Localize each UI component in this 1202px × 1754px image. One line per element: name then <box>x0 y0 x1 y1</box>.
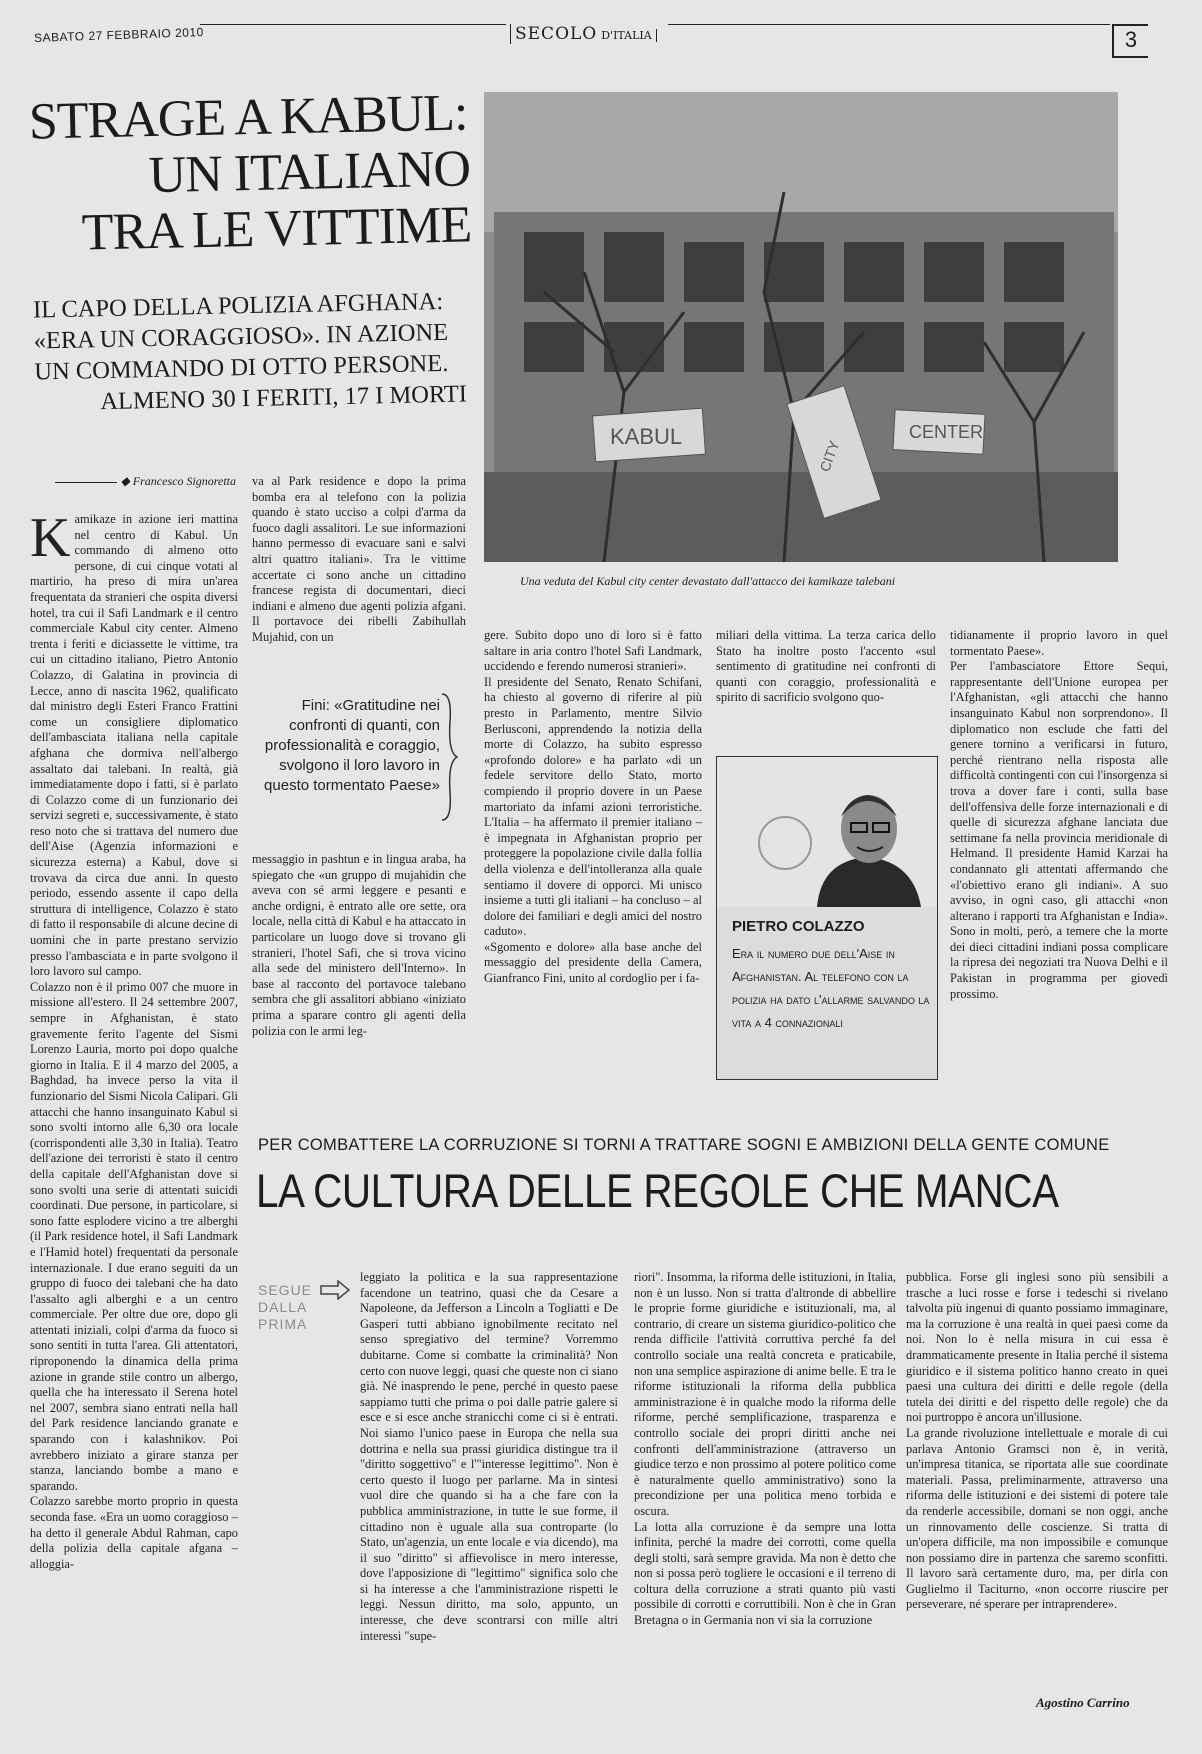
pietro-colazzo-portrait <box>717 757 937 907</box>
newspaper-title-small: D'ITALIA <box>601 29 656 42</box>
masthead-rule-left <box>200 24 506 25</box>
article2-column-2: riori". Insomma, la riforma delle istituzioni, in Italia, non è un lusso. Non si tratta d'altronde di abbellire le proprie forme giuridiche e istituzionali, ma, al contrario, di creare un sistema giuridico-politico che renda difficile l'attività corruttiva perché fa del controllo sociale una realtà concreta e praticabile, non una semplice aspirazione di anime belle. E tra le riforme istituzionali la riforma della pubblica amministrazione è in qualche modo la riforma delle riforme, perché semplificazione, trasparenza e controllo sociale dei propri diritti anche nei confronti dell'amministrazione (attraverso un giudice terzo e non prossimo al potere politico come è naturalmente quello amministrativo) sono la precondizione per una politica meno torbida e oscura. La lotta alla corruzione è da sempre una lotta infinita, perché la madre dei corrotti, come quella degli stolti, sarà sempre gravida. Ma non è detto che non si possa però togliere le occasioni e il terreno di coltura della corruzione a strati quanto più vasti possibile di corrotti e corruttibili. Non è che in Gran Bretagna o in Germania non vi sia la corruzione <box>634 1270 896 1628</box>
article2-column-3: pubblica. Forse gli inglesi sono più sensibili a trasche a luci rosse e forse i tedeschi si rivelano talvolta più ingenui di quanto possiamo immaginare, ma la corruzione è una realtà in quei paesi come da noi. Non lo è nella misura in cui essa è drammaticamente presente in Italia perché il sistema giuridico e il sistema politico hanno creato in quei paesi una cultura dei diritti e delle regole (della tutela dei diritti e del rispetto delle regole) che da noi purtroppo è ancora un'illusione. La grande rivoluzione intellettuale e morale di cui parlava Antonio Gramsci non è, in verità, un'impresa titanica, se riportata alle sue coordinate materiali. Passa, preliminarmente, attraverso una riforma delle istituzioni e dei sistemi di potere tale da renderle accessibile, domani se non oggi, anche un rinnovamento delle coscienze. Si tratta di un'opera difficile, ma non impossibile e comunque non possiamo dire in partenza che saremo sconfitti. Il lavoro sarà certamente duro, ma, per dirla con Guglielmo il Taciturno, «non occorre riuscire per perseverare, né sperare per intraprendere». <box>906 1270 1168 1612</box>
issue-date: SABATO 27 FEBBRAIO 2010 <box>33 25 204 45</box>
subhead-line-2: «ERA UN CORAGGIOSO». IN AZIONE <box>33 318 449 355</box>
photo-caption: Una veduta del Kabul city center devastato dall'attacco dei kamikaze talebani <box>520 574 896 588</box>
photo-sign-1: KABUL <box>610 424 683 449</box>
article1-column-3: gere. Subito dopo uno di loro si è fatto saltare in aria contro l'hotel Safi Landmark, uccidendo e ferendo numerosi stranieri». Il presidente del Senato, Renato Schifani, ha chiesto al governo di riferire al più presto in Parlamento, mentre Silvio Berlusconi, apprendendo la notizia della morte di Colazzo, ha subito espresso «profondo dolore» e ha parlato «di un fedele servitore dello Stato, morto compiendo il proprio dovere in un Paese martoriato da infami azioni terroristiche. L'Italia – ha affermato il premier italiano – è impegnata in Afghanistan proprio per proteggere la popolazione civile dalla follia della violenza e dell'intolleranza alla quale sentiamo il dovere di opporci. Mi unisco insieme a tutti gli italiani – ha concluso – al dolore dei familiari e degli amici del nostro caduto». «Sgomento e dolore» alla base anche del messaggio del presidente della Camera, Gianfranco Fini, unito al cordoglio per i fa- <box>484 628 702 986</box>
article1-column-4: miliari della vittima. La terza carica dello Stato ha inoltre posto l'accento «sul sentimento di gratitudine nei confronti di quanti con coraggio, professionalità e spirito di sacrificio svolgono quo- <box>716 628 936 705</box>
photo-sign-3: CENTER <box>909 422 984 442</box>
photo-sign-2: CITY <box>816 438 843 474</box>
drop-cap: K <box>30 512 71 569</box>
article1-column-1-text: amikaze in azione ieri mattina nel centro di Kabul. Un commando di almeno otto persone, di cui cinque votati al martirio, ha preso di mira un'area frequentata da stranieri che ospita diversi hotel, tra cui il Safi Landmark e il centro commerciale Kabul city center. Almeno trenta i feriti e diciassette le vittime, tra cui un cittadino italiano, Pietro Antonio Colazzo, di Galatina in provincia di Lecce, anno di nascita 1962, qualificato dal ministro degli Esteri Franco Frattini come un consigliere diplomatico dell'ambasciata italiana nella capitale afghana che dormiva nell'albergo assaltato dai talebani. In realtà, già immediatamente dopo i fatti, si è parlato di Colazzo come di un funzionario dei servizi segreti e, successivamente, è stato reso noto che si trattava del numero due dell'Aise (Agenzia informazioni e sicurezza esterna) a Kabul, dove si trovava da circa due anni. In questo periodo, essendo assente il capo della struttura di intelligence, Colazzo è stato di fatto il responsabile di alcune decine di uomini che in parte prestano servizio presso l'ambasciata e in parte svolgono il loro lavoro sul campo. Colazzo non è il primo 007 che muore in missione all'estero. Il 24 settembre 2007, sempre in Afghanistan, è stato gravemente ferito l'agente del Sismi Lorenzo Lauria, morto poi dopo qualche giorno in Italia. E il 4 marzo del 2005, a Baghdad, ha invece perso la vita il funzionario del Sismi Nicola Calipari. Gli attacchi che hanno insanguinato Kabul si sono svolti intorno alle 6,30 ora locale (corrispondenti alle 3,30 in Italia). Teatro dell'azione dei terroristi è stato il centro della capitale dell'Afghanistan dove si sono svolti una serie di attentati suicidi coordinati. Due persone, in particolare, si sono fatte esplodere vicino a tre alberghi (il Park residence hotel, il Safi Landmark e l'Hamid hotel) frequentati da personale internazionale. I due erano seguiti da un gruppo di fuoco dei talebani che ha dato l'assalto agli alberghi e a un centro commerciale. Per oltre due ore, dopo gli attentati iniziali, colpi d'arma da fuoco si sono sentiti in tutta l'area. Gli attentatori, riproponendo la dinamica della prima azione in grande stile contro un albergo, quella che ha interessato il Serena hotel nel 2007, sembra siano entrati nella hall del Park residence lanciando granate e sparando con i kalashnikov. Poi avrebbero iniziato a girare stanza per stanza, lanciando bombe a mano e sparando. Colazzo sarebbe morto proprio in questa seconda fase. «Era un uomo coraggioso – ha detto il generale Abdul Rahman, capo della polizia della capitale afgana – alloggia- <box>30 512 238 1571</box>
article1-column-5: tidianamente il proprio lavoro in quel tormentato Paese». Per l'ambasciatore Ettore Sequi, rappresentante dell'Unione europea per l'Afghanistan, «gli attacchi che hanno insanguinato Kabul non sorprendono». Il diplomatico non esclude che fatti del genere tornino a verificarsi in futuro, perché rientrano nella risposta alle difficoltà contingenti con cui l'insorgenza si trova a dover fare i conti, sulla base dell'offensiva delle forze internazionali e di quelle di sicurezza afghane lanciata due settimane fa nella provincia meridionale di Helmand. Il presidente Hamid Karzai ha condannato gli attentati affermando che «l'obiettivo erano gli indiani». A suo avviso, in ogni caso, gli attacchi «non alterano i rapporti tra Afghanistan e India». Sono in molti, però, a temere che la morte dei dieci cittadini indiani possa complicare la ripresa dei negoziati tra Nuova Delhi e il Pakistan in programma per giovedì prossimo. <box>950 628 1168 1001</box>
byline: ◆ Francesco Signoretta <box>30 474 236 489</box>
profile-description: Era il numero due dell'Aise in Afghanistan. Al telefono con la polizia ha dato l'allarme salvando la vita a 4 connazionali <box>732 946 930 1030</box>
subhead-line-1: IL CAPO DELLA POLIZIA AFGHANA: <box>32 287 444 324</box>
headline-line-2: UN ITALIANO <box>148 140 471 205</box>
article1-column-2-top: va al Park residence e dopo la prima bomba era al telefono con la polizia quando è stato ucciso a colpi d'arma da fuoco dagli assalitori. Le sue informazioni hanno permesso di evacuare sani e salvi altri quattro italiani». Tra le vittime accertate ci sono anche un cittadino francese regista di documentari, dieci indiani e almeno due agenti polizia afgani. Il portavoce dei ribelli Zabihullah Mujahid, con un <box>252 474 466 644</box>
profile-name: PIETRO COLAZZO <box>732 918 865 935</box>
newspaper-name <box>510 24 657 44</box>
pull-quote-brace <box>440 692 458 822</box>
segue-label: SEGUE DALLA PRIMA <box>258 1282 313 1332</box>
author-signature: Agostino Carrino <box>1036 1695 1130 1710</box>
page-number: 3 <box>1112 24 1148 58</box>
headline <box>28 85 471 262</box>
byline-rule <box>55 482 117 483</box>
byline-author: Francesco Signoretta <box>132 474 236 488</box>
subhead-line-3: UN COMMANDO DI OTTO PERSONE. <box>34 349 449 386</box>
headline-line-3: TRA LE VITTIME <box>81 196 472 262</box>
article1-column-1 <box>30 512 238 1742</box>
arrow-right-icon <box>320 1280 350 1300</box>
article1-column-2-bottom: messaggio in pashtun e in lingua araba, ha spiegato che «un gruppo di mujahidin che aveva con sé armi leggere e pesanti e anche ordigni, è entrato alle ore sette, ora locale, nella città di Kabul e ha attaccato in particolare un luogo dove si trovano gli stranieri, l'hotel Safi, che si trova vicino alla sede del ministero dell'Interno». In base al racconto del portavoce talebano sembra che gli assalitori abbiano «iniziato prima a sparare contro gli agenti della polizia con le armi leg- <box>252 852 466 1038</box>
masthead-rule-right <box>668 24 1110 25</box>
article2-column-1: leggiato la politica e la sua rappresentazione facendone un teatrino, quasi che da Cesare a Napoleone, da Jefferson a Lincoln a Togliatti e De Gasperi tutti abbiano ignobilmente recitato nel senso spregiativo del termine? Vorremmo dubitarne. Come si combatte la criminalità? Non certo con nuove leggi, quasi che queste non ci siano già. Né inasprendo le pene, perché in questo paese sappiamo tutti che prima o poi dalle patrie galere si esce e si esce anche stranicchi come ci si è entrati. Noi siamo l'unico paese in Europa che nella sua dottrina e nella sua prassi giuridica distingue tra il "diritto soggettivo" e l'"interesse legittimo". Non è certo questo il luogo per parlarne. Ma in sintesi vuol dire che quando si ha a che fare con la pubblica amministrazione, in tutte le sue forme, il cittadino non è uguale alla sua controparte (lo Stato, un'agenzia, un ente locale e via dicendo), ma il suo "diritto" si affievolisce in mero interesse, dove l'apposizione di "legittimo" significa solo che si ha interesse a che l'amministrazione rispetti le leggi. Nessun diritto, ma solo, appunto, un interesse, che deve scontrarsi con mille altri interessi "supe- <box>360 1270 618 1643</box>
article2-kicker: PER COMBATTERE LA CORRUZIONE SI TORNI A TRATTARE SOGNI E AMBIZIONI DELLA GENTE COMUNE <box>258 1136 1110 1154</box>
photo-illustration <box>484 92 1118 562</box>
newspaper-title: SECOLO <box>510 24 601 44</box>
pull-quote: Fini: «Gratitudine nei confronti di quanti, con professionalità e coraggio, svolgono il loro lavoro in questo tormentato Paese» <box>264 697 440 794</box>
headline-line-1: STRAGE A KABUL: <box>28 84 468 151</box>
subheadline <box>33 285 468 418</box>
kabul-city-center-photo <box>484 92 1118 562</box>
subhead-line-4: ALMENO 30 I FERITI, 17 I MORTI <box>100 380 468 416</box>
article2-title: LA CULTURA DELLE REGOLE CHE MANCA <box>256 1164 1059 1217</box>
